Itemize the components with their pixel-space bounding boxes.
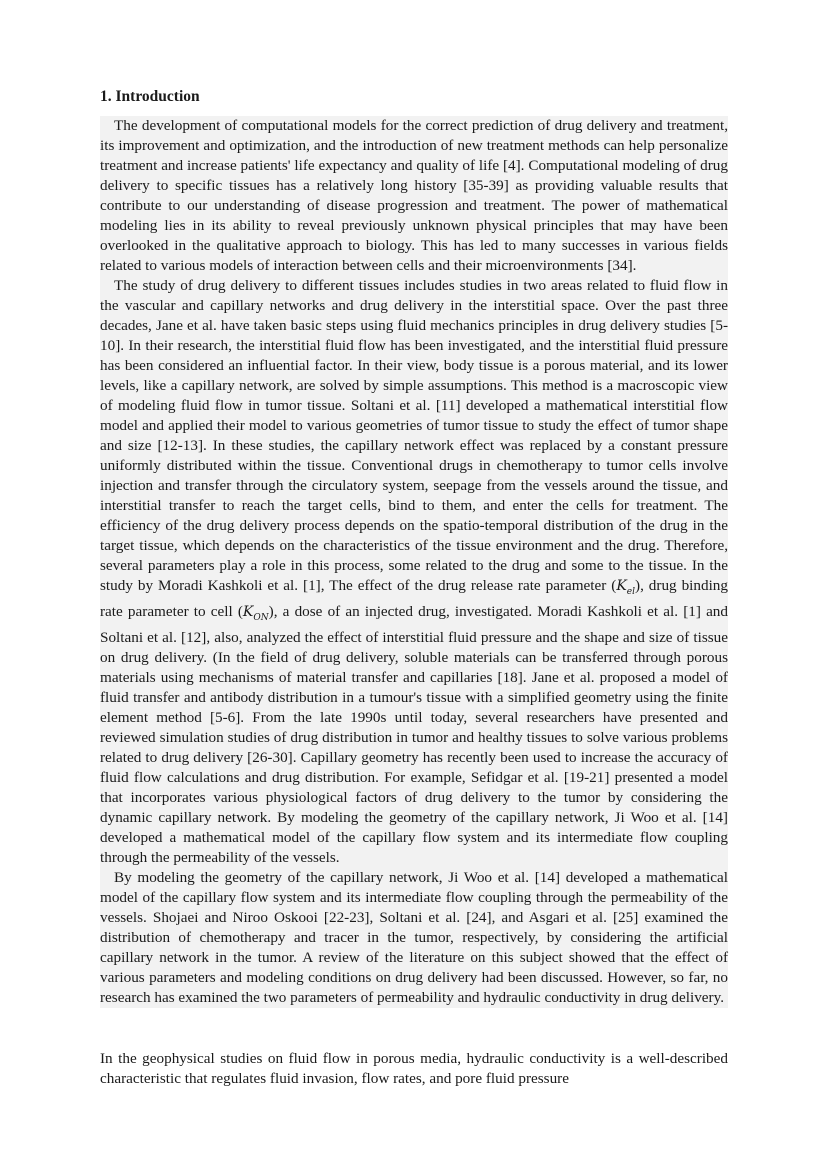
paragraph-2-part-2: ), drug binding rate parameter to cell (: [100, 577, 728, 620]
symbol-k-el: $K_{el}$: [616, 578, 636, 597]
paragraph-2: [100, 276, 728, 868]
paragraph-2-part-3: ), a dose of an injected drug, investigated. Moradi Kashkoli et al. [1] and Soltani et al. [12], also, analyzed the effect of interstitial fluid pressure and the shape and size of tissue on drug delivery. (In the field of drug delivery, soluble materials can be transferred through porous materials using mechanisms of material transfer and capillaries [18]. Jane et al. proposed a model of fluid transfer and antibody distribution in a tumour's tissue with a simplified geometry using the finite element method [5-6]. From the late 1990s until today, several researchers have presented and reviewed simulation studies of drug distribution in tumor and healthy tissues to solve various problems related to drug delivery [26-30]. Capillary geometry has recently been used to increase the accuracy of fluid flow calculations and drug distribution. For example, Sefidgar et al. [19-21] presented a model that incorporates various physiological factors of drug delivery to the tumor by considering the dynamic capillary network. By modeling the geometry of the capillary network, Ji Woo et al. [14] developed a mathematical model of the capillary flow system and its intermediate flow coupling through the permeability of the vessels.: [100, 602, 728, 866]
paragraph-3: By modeling the geometry of the capillary network, Ji Woo et al. [14] developed a mathematical model of the capillary flow system and its intermediate flow coupling through the permeability of the vessels. Shojaei and Niroo Oskooi [22-23], Soltani et al. [24], and Asgari et al. [25] examined the distribution of chemotherapy and tracer in the tumor, respectively, by considering the artificial capillary network in the tumor. A review of the literature on this subject showed that the effect of various parameters and modeling conditions on drug delivery had been discussed. However, so far, no research has examined the two parameters of permeability and hydraulic conductivity in drug delivery.: [100, 868, 728, 1006]
section-heading: 1. Introduction: [100, 88, 200, 105]
paragraph-4: In the geophysical studies on fluid flow in porous media, hydraulic conductivity is a well-described characteristic that regulates fluid invasion, flow rates, and pore fluid pressure: [100, 1050, 728, 1087]
highlighted-text-block: [100, 116, 728, 1008]
symbol-k-on: $K_{ON}$: [242, 603, 269, 623]
paragraph-1: The development of computational models for the correct prediction of drug delivery and treatment, its improvement and optimization, and the introduction of new treatment methods can help personalize treatment and increase patients' life expectancy and quality of life [4]. Computational modeling of drug delivery to specific tissues has a relatively long history [35-39] as providing valuable results that contribute to our understanding of disease progression and treatment. The power of mathematical modeling lies in its ability to reveal previously unknown physical principles that may have been overlooked in the qualitative approach to biology. This has led to many successes in various fields related to various models of interaction between cells and their microenvironments [34].: [100, 117, 728, 274]
paragraph-2-part-1: The study of drug delivery to different tissues includes studies in two areas related to fluid flow in the vascular and capillary networks and drug delivery in the interstitial space. Over the past three decades, Jane et al. have taken basic steps using fluid mechanics principles in drug delivery studies [5-10]. In their research, the interstitial fluid flow has been investigated, and the interstitial fluid pressure has been considered an influential factor. In their view, body tissue is a porous material, and its lower levels, like a capillary network, are solved by simple assumptions. This method is a macroscopic view of modeling fluid flow in tumor tissue. Soltani et al. [11] developed a mathematical interstitial flow model and applied their model to various geometries of tumor tissue to study the effect of tumor shape and size [12-13]. In these studies, the capillary network effect was replaced by a constant pressure uniformly distributed within the tissue. Conventional drugs in chemotherapy to tumor cells involve injection and transfer through the circulatory system, seepage from the vessels around the tissue, and interstitial transfer to reach the target cells, bind to them, and enter the cells for treatment. The efficiency of the drug delivery process depends on the spatio-temporal distribution of the drug in the target tissue, which depends on the characteristics of the tissue environment and the drug. Therefore, several parameters play a role in this process, some related to the drug and some to the tissue. In the study by Moradi Kashkoli et al. [1], The effect of the drug release rate parameter (: [100, 277, 728, 594]
